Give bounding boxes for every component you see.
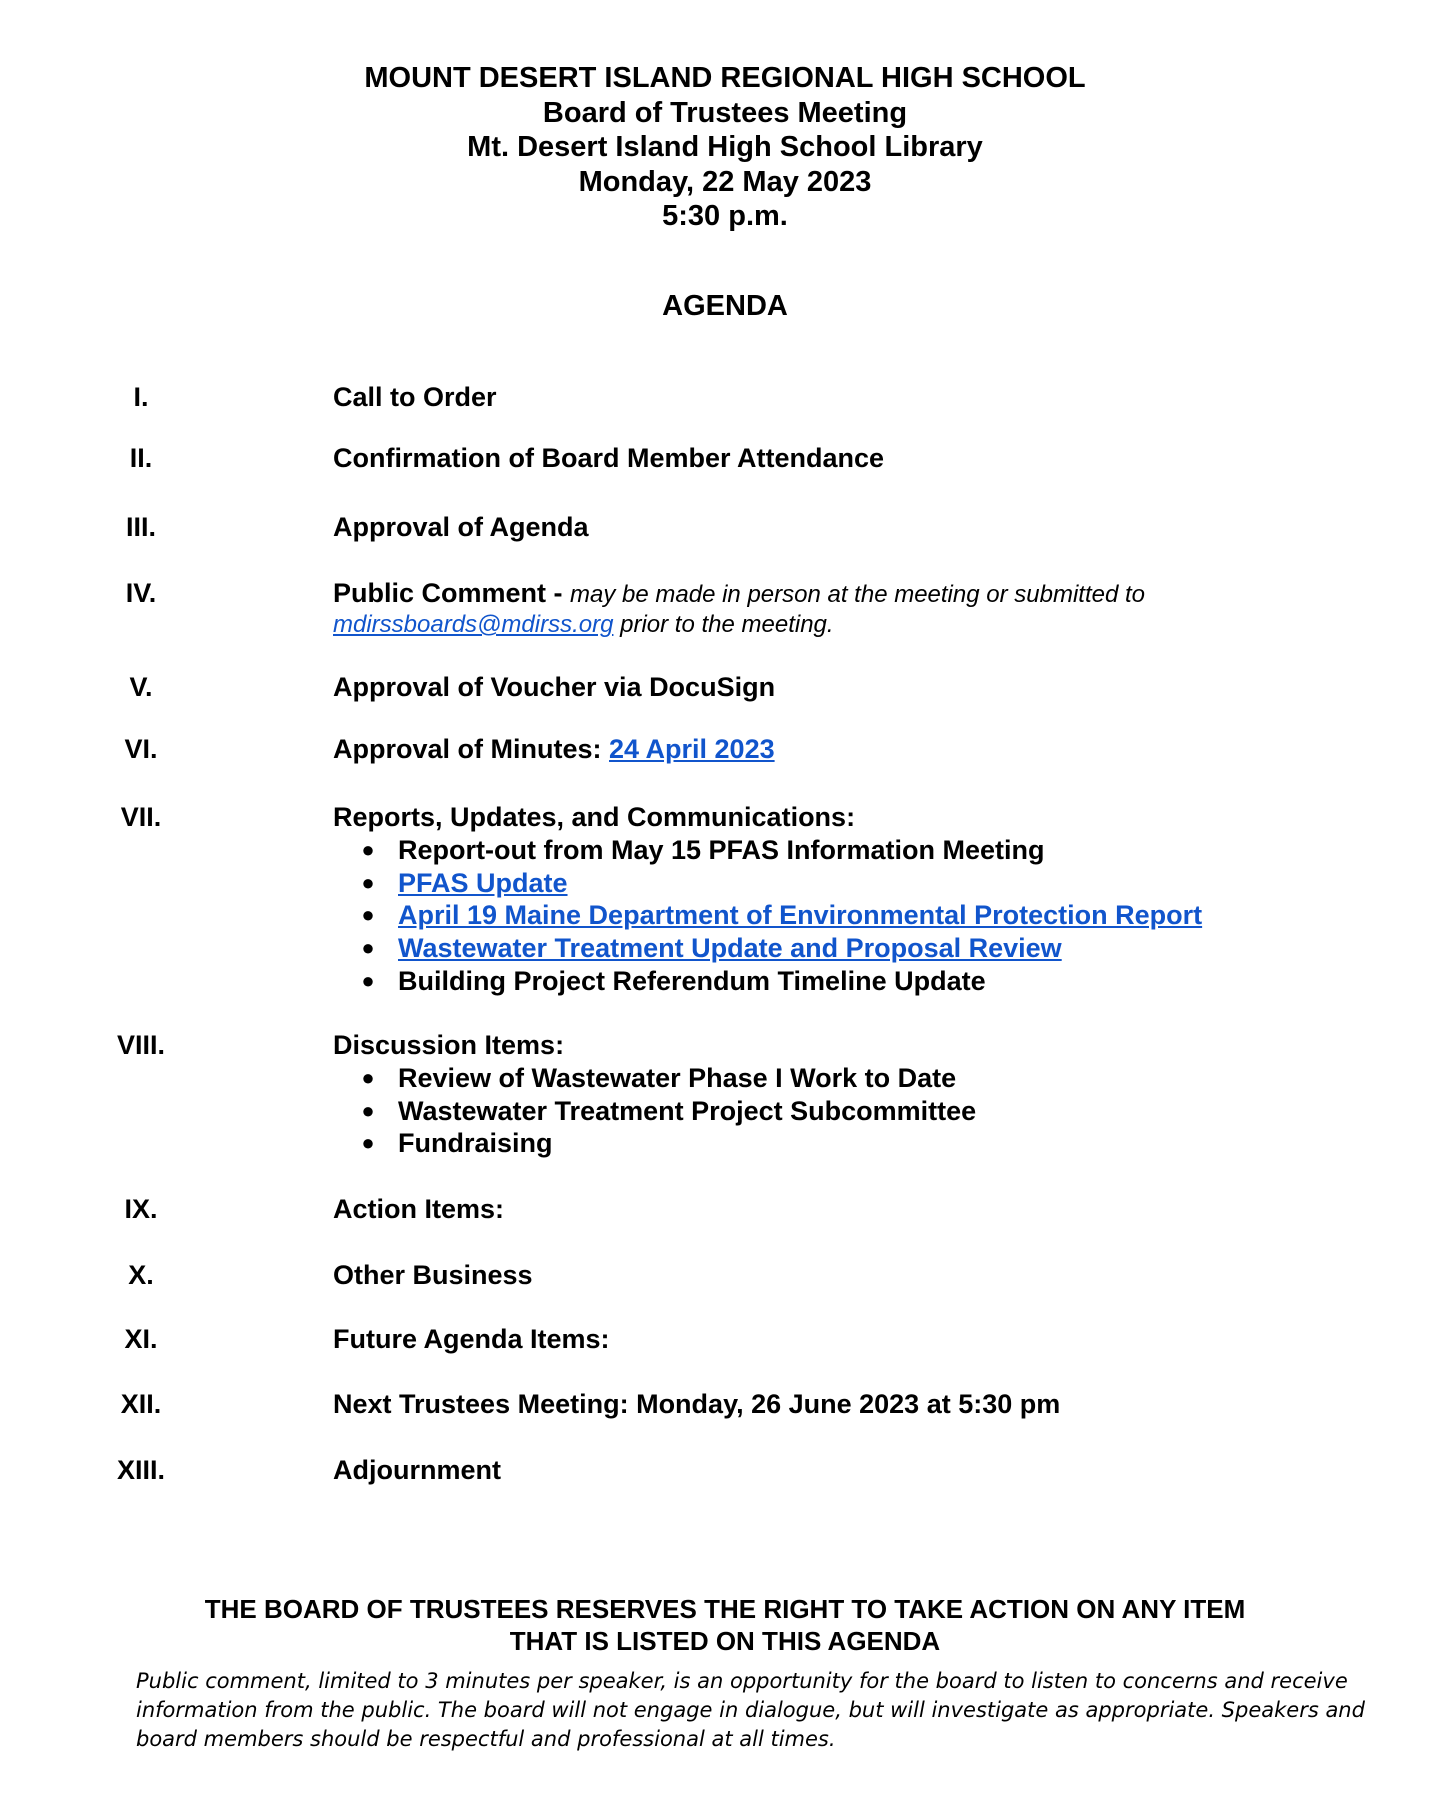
item-numeral: VIII. xyxy=(116,1030,165,1060)
minutes-label: Approval of Minutes: xyxy=(333,734,609,764)
item-text: Action Items: xyxy=(333,1194,505,1224)
item-text: Call to Order xyxy=(333,382,497,412)
public-comment-policy: Public comment, limited to 3 minutes per speaker, is an opportunity for the board to listen to concerns and receive information from the public. The board will not engage in dialogue, but will investigate as appropriate. Speakers and board members should be respectful and professional at all times. xyxy=(136,1669,1365,1751)
public-comment-note: may be made in person at the meeting or submitted to xyxy=(570,581,1145,608)
sub-item-text: Report-out from May 15 PFAS Information Meeting xyxy=(398,835,1045,865)
item-numeral: I. xyxy=(133,382,149,412)
item-numeral: V. xyxy=(129,672,153,702)
item-numeral: VI. xyxy=(124,734,158,764)
item-numeral: XII. xyxy=(120,1389,162,1419)
wastewater-update-link[interactable]: Wastewater Treatment Update and Proposal Review xyxy=(398,933,1062,963)
item-numeral: XI. xyxy=(124,1324,158,1354)
item-text: Reports, Updates, and Communications: xyxy=(333,802,856,832)
public-comment-label: Public Comment - xyxy=(333,578,571,608)
item-text xyxy=(333,733,775,765)
item-text: Future Agenda Items: xyxy=(333,1324,610,1354)
item-numeral: III. xyxy=(125,512,156,542)
bullet-icon: ● xyxy=(361,870,375,895)
reservation-notice-line-2: THAT IS LISTED ON THIS AGENDA xyxy=(509,1626,941,1656)
meeting-location: Mt. Desert Island High School Library xyxy=(467,131,983,163)
meeting-time: 5:30 p.m. xyxy=(662,200,788,232)
email-suffix: prior to the meeting. xyxy=(613,611,834,638)
document-header xyxy=(0,61,1450,234)
item-text: Other Business xyxy=(333,1260,533,1290)
item-text: Approval of Agenda xyxy=(333,512,589,542)
item-numeral: IX. xyxy=(124,1194,158,1224)
sub-item-text: Review of Wastewater Phase I Work to Date xyxy=(398,1063,957,1093)
sub-item-text: Wastewater Treatment Project Subcommittee xyxy=(398,1096,977,1126)
sub-item-text: Fundraising xyxy=(398,1128,553,1158)
item-numeral: II. xyxy=(129,443,153,473)
item-text-continued xyxy=(333,609,834,641)
item-text: Confirmation of Board Member Attendance xyxy=(333,443,885,473)
item-text: Discussion Items: xyxy=(333,1030,565,1060)
bullet-icon: ● xyxy=(361,902,375,927)
minutes-link[interactable]: 24 April 2023 xyxy=(609,734,775,764)
meeting-title: Board of Trustees Meeting xyxy=(542,96,908,129)
reservation-notice-line-1: THE BOARD OF TRUSTEES RESERVES THE RIGHT TO TAKE ACTION ON ANY ITEM xyxy=(204,1594,1246,1624)
bullet-icon: ● xyxy=(361,837,375,862)
email-link[interactable]: mdirssboards@mdirss.org xyxy=(333,611,614,638)
bullet-icon: ● xyxy=(361,1130,375,1155)
bullet-icon: ● xyxy=(361,968,375,993)
school-name: MOUNT DESERT ISLAND REGIONAL HIGH SCHOOL xyxy=(364,62,1086,94)
item-text: Approval of Voucher via DocuSign xyxy=(333,672,776,702)
item-text xyxy=(333,577,1145,611)
item-text: Next Trustees Meeting: Monday, 26 June 2023 at 5:30 pm xyxy=(333,1389,1061,1419)
agenda-title: AGENDA xyxy=(662,290,788,322)
item-numeral: VII. xyxy=(120,802,162,832)
sub-item-text: Building Project Referendum Timeline Update xyxy=(398,966,986,996)
pfas-update-link[interactable]: PFAS Update xyxy=(398,868,568,898)
item-numeral: IV. xyxy=(125,578,157,608)
item-numeral: X. xyxy=(128,1260,154,1290)
meeting-date: Monday, 22 May 2023 xyxy=(578,165,872,198)
item-numeral: XIII. xyxy=(116,1455,165,1485)
dep-report-link[interactable]: April 19 Maine Department of Environmental Protection Report xyxy=(398,900,1203,930)
bullet-icon: ● xyxy=(361,1098,375,1123)
reservation-notice xyxy=(0,1593,1450,1657)
item-text: Adjournment xyxy=(333,1455,501,1485)
bullet-icon: ● xyxy=(361,935,375,960)
bullet-icon: ● xyxy=(361,1065,375,1090)
